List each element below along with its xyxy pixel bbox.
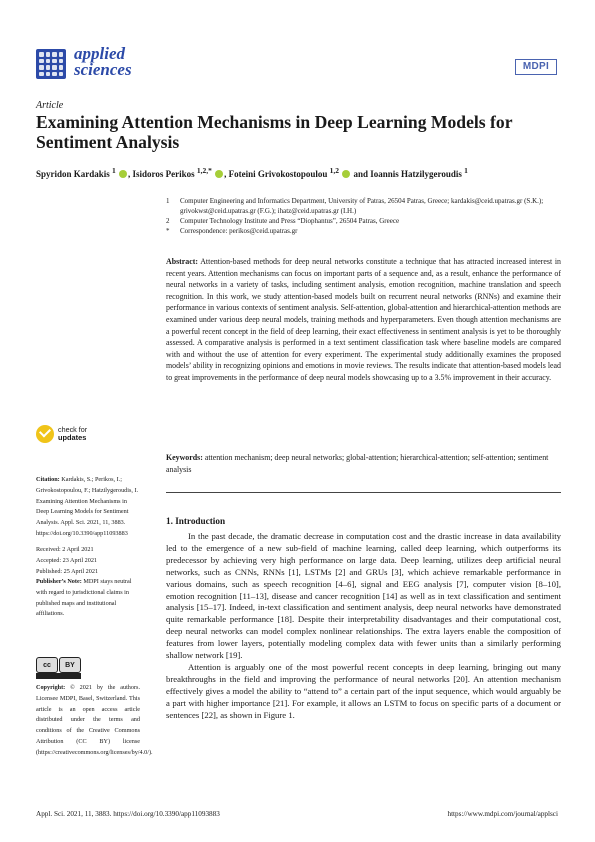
affiliation-number: * xyxy=(166,227,170,235)
journal-name-line2: sciences xyxy=(74,60,132,79)
affiliation-item xyxy=(166,216,566,226)
keywords xyxy=(166,452,561,475)
orcid-icon[interactable] xyxy=(215,170,223,178)
journal-name-line1: applied xyxy=(74,44,125,63)
author-name[interactable]: Foteini Grivokostopoulou xyxy=(228,169,328,179)
footer-citation[interactable]: Appl. Sci. 2021, 11, 3883. https://doi.org/10.3390/app11093883 xyxy=(36,810,220,818)
publication-dates xyxy=(36,545,140,577)
affiliations xyxy=(166,196,566,236)
page-footer xyxy=(36,810,558,818)
check-updates-label xyxy=(58,426,87,442)
body-paragraph: Attention is arguably one of the most powerful recent concepts in deep learning, bringing out many breakthroughs in the field and improving the performance of neural networks [20]. An attention mechanism effectively gives a model the ability to “attend to” a certain part of the input sequence, which would arguably be a part with higher importance [21]. For example, it allows an LSTM to focus on specific parts of a document or sentences [22], as shown in Figure 1. xyxy=(166,661,561,720)
author-affiliation-mark: 1,2,* xyxy=(196,166,212,175)
orcid-icon[interactable] xyxy=(119,170,127,178)
section-divider xyxy=(166,492,561,493)
affiliation-text: Computer Engineering and Informatics Department, University of Patras, 26504 Patras, Greece; kardakis@ceid.upatras.gr (S.K.); grivokwst@ceid.upatras.gr (F.G.); ihatz@ceid.upatras.gr (I.H.) xyxy=(180,197,544,215)
body-paragraph: In the past decade, the dramatic decrease in computation cost and the drastic increase in data availability led to the emergence of a new sub-field of machine learning, called deep learning, which outperforms its predecessor by achieving very high performance on large data. Deep learning, utilizes deep artificial neural networks, such as CNNs, RNNs [1], LSTMs [2] and GRUs [3], which achieve remarkable performance in various domains, such as speech recognition [4–6], signal and EEG analysis [7], computer vision [8–10], emotion recognition [11–13], disease and cancer recognition [14] as well as in text classification and sentiment analysis [15–17]. Indeed, in-text classification and sentiment analysis, deep neural networks have demonstrated quite remarkable performance [18]. Despite their interpretability disadvantages and their computational cost, deep neural networks can model complex nonlinear relationships. The extra layers enable the composition of features from lower layers, potentially modeling complex data with fewer units than a similarly performing shallow network [19]. xyxy=(166,531,561,661)
abstract xyxy=(166,256,561,384)
article-type: Article xyxy=(36,100,64,111)
copyright-block xyxy=(36,683,153,759)
affiliation-item xyxy=(166,196,566,216)
affiliation-text: Computer Technology Institute and Press “Diophantus”, 26504 Patras, Greece xyxy=(180,217,400,225)
copyright-text: © 2021 by the authors. Licensee MDPI, Basel, Switzerland. This article is an open access article distributed under the terms and conditions of the Creative Commons Attribution (CC BY) license (https://creativecommons.org/licenses/by/4.0/). xyxy=(36,684,153,756)
author-list: Spyridon Kardakis $^1$ , Isidoros Perikos $^{1,2,*}$ , Foteini Grivokostopoulou $^{1,2}$ and Ioannis Hatzilygeroudis $^1$ xyxy=(36,166,468,179)
body-text xyxy=(166,531,561,722)
check-for-updates-button[interactable] xyxy=(36,425,87,443)
article-title: Examining Attention Mechanisms in Deep Learning Models for Sentiment Analysis xyxy=(36,112,513,152)
affiliation-number: 2 xyxy=(166,217,170,225)
publisher-note-text: MDPI stays neutral with regard to jurisdictional claims in published maps and institutional affiliations. xyxy=(36,578,132,618)
journal-name[interactable] xyxy=(74,46,132,78)
publisher-note xyxy=(36,577,140,620)
published-date: Published: 25 April 2021 xyxy=(36,567,99,575)
cc-icon: cc xyxy=(36,657,58,673)
author-affiliation-mark: 1 xyxy=(464,166,468,175)
author-affiliation-mark: 1,2 xyxy=(329,166,340,175)
author-name[interactable]: Ioannis Hatzilygeroudis xyxy=(370,169,462,179)
abstract-text: Attention-based methods for deep neural networks constitute a technique that has attracted increased interest in recent years. Attention mechanisms can focus on important parts of a sequence and, as a result, enhance the performance of neural networks in a variety of tasks, including sentiment analysis, emotion recognition, machine translation and speech recognition. In this work, we study attention-based models built on recurrent neural networks (RNNs) and examine their performance in various contexts of sentiment analysis. Self-attention, global-attention and hierarchical-attention methods are examined under various deep neural models, training methods and hyperparameters. Even though attention mechanisms are a powerful recent concept in the field of deep learning, their exact effectiveness in sentiment analysis is yet to be thoroughly assessed. A comparative analysis is performed in a text sentiment classification task where baseline models are compared with and without the use of attention for every experiment. The experimental study additionally examines the proposed models’ ability in recognizing opinions and emotions in movie reviews. The results indicate that attention-based models lead to great improvements in the performance of deep neural models showcasing up to a 3.5% improvement in their accuracy. xyxy=(166,257,561,382)
keywords-label: Keywords: xyxy=(166,453,203,462)
check-updates-icon xyxy=(36,425,54,443)
copyright-label: Copyright: xyxy=(36,684,66,691)
footer-journal-url[interactable]: https://www.mdpi.com/journal/applsci xyxy=(447,810,558,818)
author-name[interactable]: Isidoros Perikos xyxy=(132,169,195,179)
keywords-text: attention mechanism; deep neural networks; global-attention; hierarchical-attention; self-attention; sentiment analysis xyxy=(166,453,549,474)
section-heading: 1. Introduction xyxy=(166,516,226,526)
cc-license-badge[interactable] xyxy=(36,657,81,673)
check-updates-line1: check for xyxy=(58,425,88,434)
author-affiliation-mark: 1 xyxy=(112,166,116,175)
accepted-date: Accepted: 23 April 2021 xyxy=(36,556,98,564)
received-date: Received: 2 April 2021 xyxy=(36,546,94,553)
author-name[interactable]: Spyridon Kardakis xyxy=(36,169,110,179)
citation-text[interactable]: Kardakis, S.; Perikos, I.; Grivokostopoulou, F.; Hatzilygeroudis, I. Examining Attention Mechanisms in Deep Learning Models for Sentiment Analysis. Appl. Sci. 2021, 11, 3883. https://doi.org/10.3390/app11093883 xyxy=(36,476,139,537)
publisher-note-label: Publisher’s Note: xyxy=(36,578,82,585)
orcid-icon[interactable] xyxy=(342,170,350,178)
publisher-logo[interactable]: MDPI xyxy=(515,59,557,75)
journal-logo-icon xyxy=(36,49,66,79)
citation-block xyxy=(36,475,140,540)
correspondence-text: Correspondence: perikos@ceid.upatras.gr xyxy=(180,227,298,235)
check-updates-line2: updates xyxy=(58,433,87,442)
affiliation-number: 1 xyxy=(166,197,170,205)
affiliation-item xyxy=(166,226,566,236)
citation-label: Citation: xyxy=(36,476,60,483)
by-icon: BY xyxy=(59,657,81,673)
abstract-label: Abstract: xyxy=(166,257,198,266)
license-badge-bar xyxy=(36,673,81,679)
